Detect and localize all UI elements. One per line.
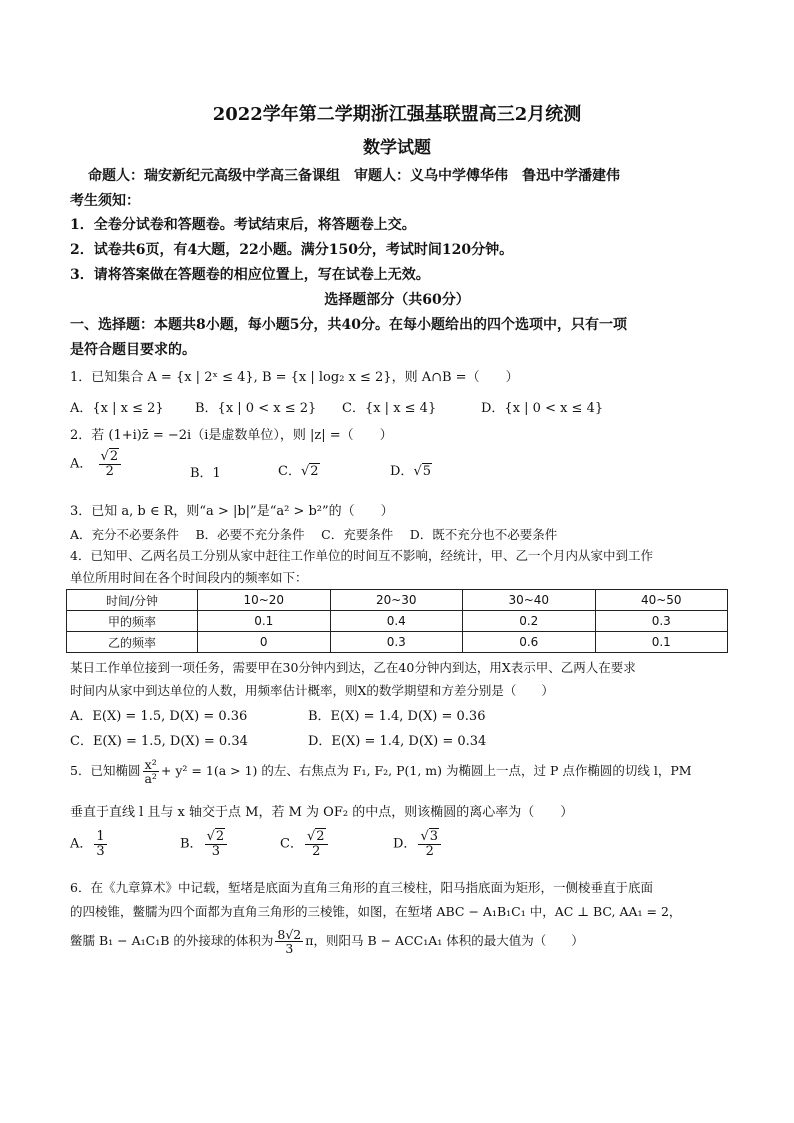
radicand: 5: [422, 464, 432, 479]
q5-stem: 垂直于直线 l 且与 x 轴交于点 M，若 M 为 OF₂ 的中点，则该椭圆的离心率为（ ）: [70, 805, 574, 820]
q2-option-d: D．√5: [390, 464, 432, 479]
table-cell: 0.6: [463, 632, 596, 653]
fraction-numerator: x²: [144, 757, 157, 772]
q1-option-c: C．{x | x ≤ 4}: [342, 401, 437, 416]
option-label: C．: [280, 836, 303, 852]
q1-stem: 1．已知集合 A = {x | 2ˣ ≤ 4}, B = {x | log₂ x ≤ 2}，则 A∩B =（ ）: [70, 370, 519, 385]
q6-stem: 的四棱锥，鳖臑为四个面都为直角三角形的三棱锥，如图，在堑堵 ABC − A₁B₁C₁ 中，AC ⊥ BC, AA₁ = 2，: [70, 904, 682, 919]
q4-stem: 单位所用时间在各个时间段内的频率如下：: [70, 570, 308, 585]
q5-option-d: [393, 830, 443, 858]
radicand: 2: [316, 829, 325, 844]
q5-option-c: [280, 830, 330, 858]
fraction-numerator: 8√2: [277, 927, 302, 942]
fraction-denominator: 2: [425, 843, 434, 859]
q2-option-b: B．1: [190, 466, 221, 481]
fraction: [94, 830, 106, 858]
radicand: 2: [310, 464, 319, 479]
table-header-cell: 30~40: [463, 590, 596, 611]
table-cell: 0.1: [198, 611, 331, 632]
q2-option-a: [70, 450, 123, 478]
table-cell: 0.1: [595, 632, 728, 653]
fraction-numerator: √2: [205, 830, 228, 845]
fraction-denominator: 3: [96, 843, 105, 859]
table-row: [67, 611, 728, 632]
q1-option-d: D．{x | 0 < x ≤ 4}: [481, 401, 604, 416]
q6-stem-pre: 鳖臑 B₁ − A₁C₁B 的外接球的体积为: [70, 933, 274, 949]
table-cell: 0.4: [330, 611, 463, 632]
option-label: D．: [393, 836, 417, 852]
q4-option-a: A．E(X) = 1.5, D(X) = 0.36: [70, 709, 248, 724]
q6-stem-post: π，则阳马 B − ACC₁A₁ 体积的最大值为（ ）: [305, 933, 584, 949]
q3-options: A．充分不必要条件 B．必要不充分条件 C．充要条件 D．既不充分也不必要条件: [70, 527, 558, 542]
fraction: [418, 830, 441, 858]
fraction-denominator: 3: [285, 941, 294, 957]
table-row: [67, 632, 728, 653]
fraction: [305, 830, 328, 858]
table-header-row: [67, 590, 728, 611]
radicand: 2: [215, 829, 225, 844]
fraction-denominator: a²: [144, 771, 157, 787]
q4-body: 时间内从家中到达单位的人数，用频率估计概率，则X的数学期望和方差分别是（ ）: [70, 683, 554, 698]
q5-option-b: [180, 830, 229, 858]
fraction-denominator: 2: [312, 843, 321, 859]
exam-subtitle: 数学试题: [363, 138, 431, 158]
q4-option-d: D．E(X) = 1.4, D(X) = 0.34: [308, 734, 487, 749]
table-header-cell: 40~50: [595, 590, 728, 611]
table-cell: 乙的频率: [67, 632, 198, 653]
notice-item: 3．请将答案做在答题卷的相应位置上，写在试卷上无效。: [70, 267, 430, 283]
q5-stem-pre: 5．已知椭圆: [70, 763, 141, 779]
table-header-cell: 20~30: [330, 590, 463, 611]
table-cell: 甲的频率: [67, 611, 198, 632]
table-cell: 0.3: [330, 632, 463, 653]
table-cell: 0: [198, 632, 331, 653]
exam-title: 2022学年第二学期浙江强基联盟高三2月统测: [212, 104, 582, 125]
q5-stem-post: + y² = 1(a > 1) 的左、右焦点为 F₁, F₂, P(1, m) 为椭圆上一点，过 P 点作椭圆的切线 l，PM: [160, 763, 692, 779]
fraction-numerator: √3: [418, 830, 441, 845]
fraction-numerator: 1: [96, 829, 105, 844]
fraction: [205, 830, 228, 858]
q4-option-b: B．E(X) = 1.4, D(X) = 0.36: [308, 709, 486, 724]
q6-stem: [70, 928, 584, 955]
q4-stem: 4．已知甲、乙两名员工分别从家中赶往工作单位的时间互不影响，经统计，甲、乙一个月内从家中到工作: [70, 548, 653, 563]
q1-option-a: A．{x | x ≤ 2}: [70, 401, 164, 416]
table-cell: 0.3: [595, 611, 728, 632]
option-label: A．: [70, 456, 93, 472]
radicand: 2: [109, 449, 119, 464]
q6-stem: 6．在《九章算术》中记载，堑堵是底面为直角三角形的直三棱柱，阳马指底面为矩形，一侧棱垂直于底面: [70, 880, 653, 895]
table-header-cell: 时间/分钟: [67, 590, 198, 611]
fraction-denominator: 3: [211, 843, 220, 859]
authors-line: 命题人：瑞安新纪元高级中学高三备课组 审题人：义乌中学傅华伟 鲁迅中学潘建伟: [88, 168, 620, 184]
q3-stem: 3．已知 a, b ∈ R，则“a > |b|”是“a² > b²”的（ ）: [70, 504, 394, 519]
ellipse-fraction: [142, 758, 158, 785]
fraction: [99, 450, 122, 478]
table-cell: 0.2: [463, 611, 596, 632]
frequency-table: [66, 589, 728, 653]
option-label: D．: [390, 464, 414, 479]
table-header-cell: 10~20: [198, 590, 331, 611]
q2-stem: 2．若 (1+i)z̄ = −2i（i是虚数单位），则 |z| =（ ）: [70, 428, 393, 443]
option-label: B．: [180, 836, 203, 852]
volume-fraction: [275, 928, 303, 955]
fraction-numerator: √2: [99, 450, 122, 465]
q5-stem: [70, 758, 692, 785]
q2-option-c: C．√2: [278, 464, 319, 479]
fraction-denominator: 2: [105, 463, 114, 479]
notice-item: 1．全卷分试卷和答题卷。考试结束后，将答题卷上交。: [70, 217, 416, 233]
radicand: 3: [429, 829, 439, 844]
q4-option-c: C．E(X) = 1.5, D(X) = 0.34: [70, 734, 248, 749]
section-intro: 一、选择题：本题共8小题，每小题5分，共40分。在每小题给出的四个选项中，只有一项: [70, 317, 627, 333]
section-title: 选择题部分（共60分）: [324, 292, 470, 308]
notice-heading: 考生须知：: [70, 193, 140, 209]
q1-option-b: B．{x | 0 < x ≤ 2}: [195, 401, 317, 416]
q5-option-a: [70, 830, 109, 858]
fraction-numerator: √2: [305, 830, 328, 845]
q4-body: 某日工作单位接到一项任务，需要甲在30分钟内到达，乙在40分钟内到达，用X表示甲、乙两人在要求: [70, 660, 636, 675]
notice-item: 2．试卷共6页，有4大题，22小题。满分150分，考试时间120分钟。: [70, 242, 514, 258]
option-label: A．: [70, 836, 93, 852]
option-label: C．: [278, 464, 301, 479]
section-intro: 是符合题目要求的。: [70, 342, 196, 358]
